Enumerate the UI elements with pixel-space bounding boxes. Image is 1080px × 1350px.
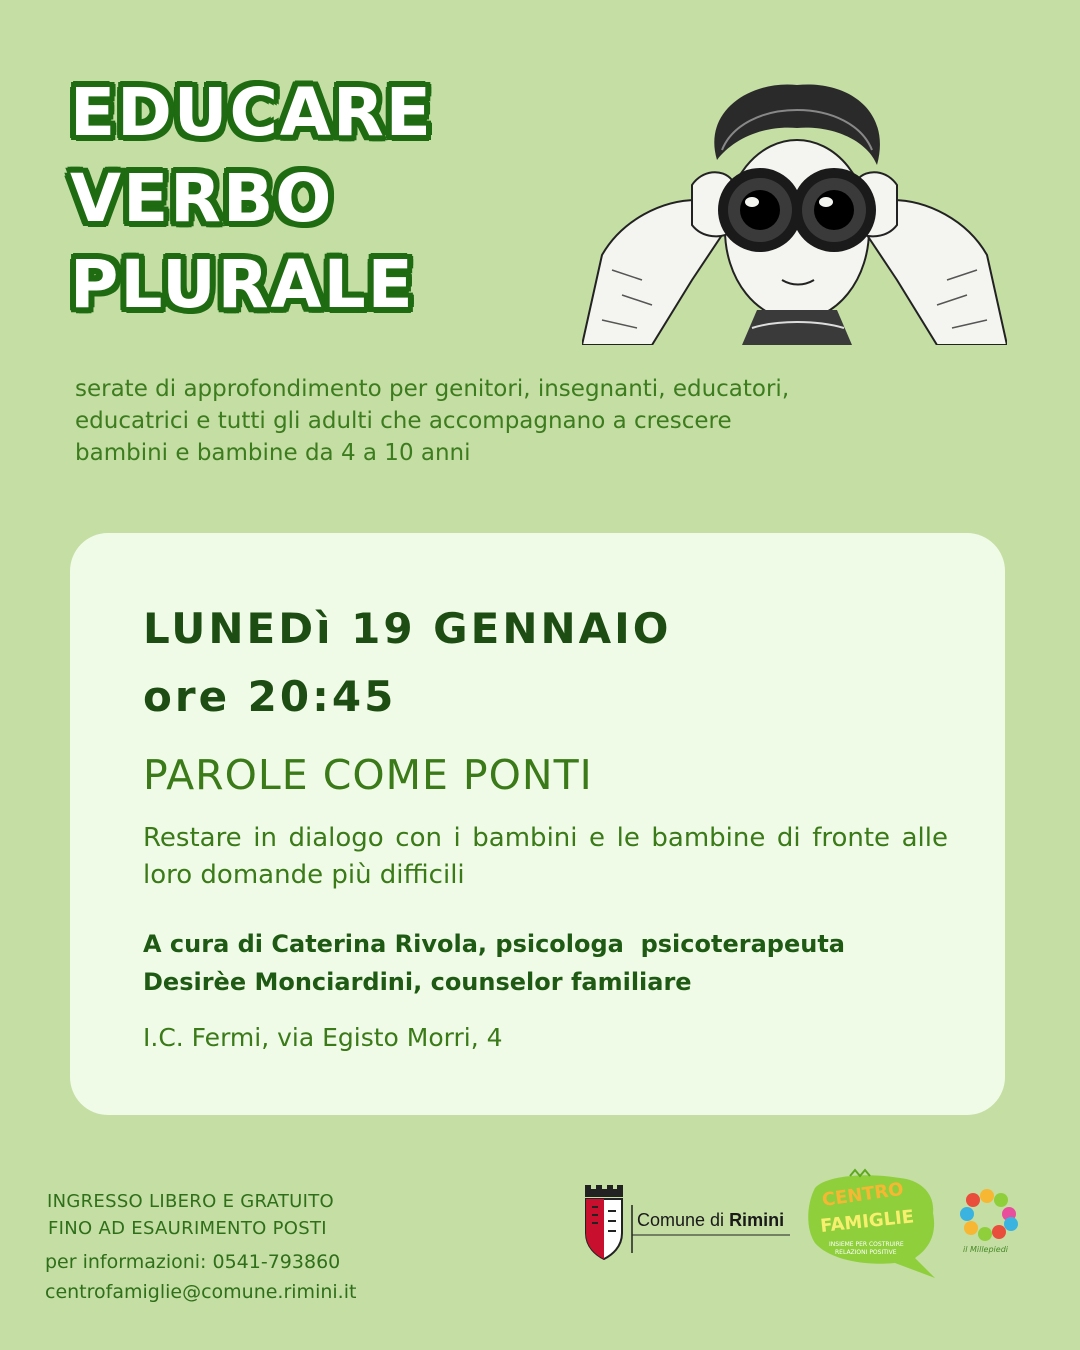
centro-logo-tagline-1: INSIEME PER COSTRUIRE: [829, 1241, 904, 1248]
centro-logo-line-1: CENTRO: [820, 1178, 905, 1211]
curator-line-2: Desirèe Monciardini, counselor familiare: [143, 968, 692, 996]
centro-logo-tagline-2: RELAZIONI POSITIVE: [835, 1249, 897, 1256]
subtitle: [75, 373, 935, 469]
event-curators: [143, 925, 845, 1001]
event-datetime: [143, 595, 671, 731]
contact-email[interactable]: centrofamiglie@comune.rimini.it: [45, 1281, 357, 1303]
subtitle-line-3: bambini e bambine da 4 a 10 anni: [75, 440, 471, 466]
millepiedi-label: il Millepiedi: [963, 1245, 1009, 1254]
event-description: Restare in dialogo con i bambini e le bambine di fronte alle loro domande più difficili: [143, 823, 948, 890]
title-line-3: PLURALE: [70, 246, 415, 323]
contact-phone: per informazioni: 0541-793860: [45, 1251, 341, 1273]
centro-famiglie-logo: [805, 1168, 950, 1280]
entry-line-2: FINO AD ESAURIMENTO POSTI: [48, 1218, 327, 1239]
subtitle-line-1: serate di approfondimento per genitori, insegnanti, educatori,: [75, 376, 790, 402]
millepiedi-logo: [955, 1188, 1025, 1263]
poster-title: [70, 70, 433, 328]
event-address: I.C. Fermi, via Egisto Morri, 4: [143, 1023, 503, 1052]
title-line-1: EDUCARE: [70, 74, 433, 151]
comune-rimini-label: [637, 1210, 784, 1231]
subtitle-line-2: educatrici e tutti gli adulti che accompagnano a crescere: [75, 408, 732, 434]
event-time: ore 20:45: [143, 672, 397, 721]
contact-info: [45, 1247, 356, 1307]
title-line-2: VERBO: [70, 160, 334, 237]
comune-rimini-name: Rimini: [729, 1210, 785, 1230]
binoculars-woman-illustration: [582, 80, 1007, 345]
event-date: LUNEDì 19 GENNAIO: [143, 604, 672, 653]
entry-line-1: INGRESSO LIBERO E GRATUITO: [47, 1191, 334, 1212]
event-title: PAROLE COME PONTI: [143, 751, 593, 799]
centro-logo-line-2: FAMIGLIE: [819, 1206, 916, 1237]
curator-line-1: A cura di Caterina Rivola, psicologa psicoterapeuta: [143, 930, 845, 958]
entry-info: [47, 1188, 334, 1242]
comune-rimini-prefix: Comune di: [637, 1210, 725, 1230]
